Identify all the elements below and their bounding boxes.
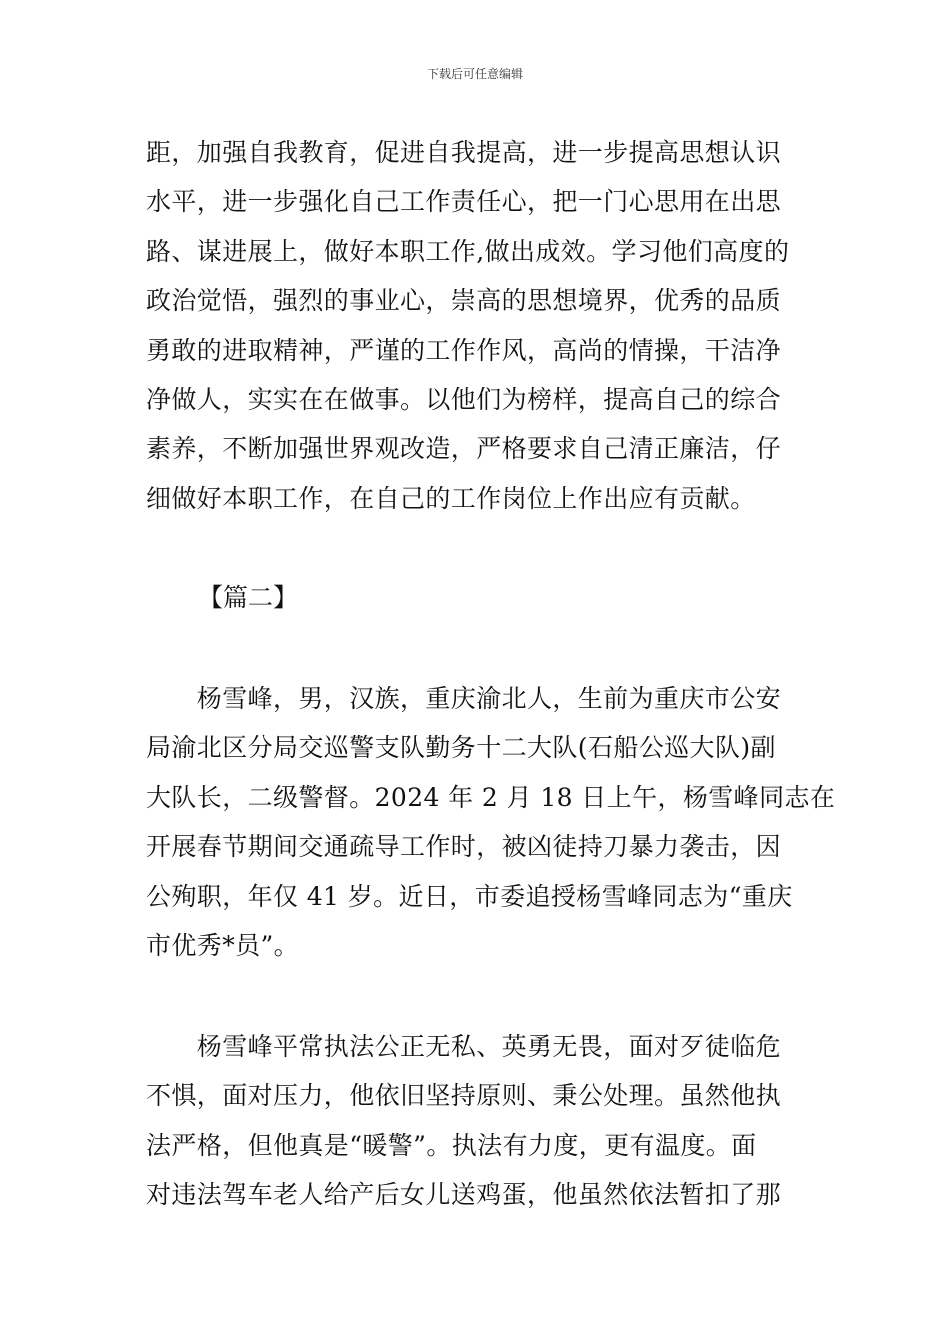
text-line: 细做好本职工作，在自己的工作岗位上作出应有贡献。 [146,483,756,513]
section-heading: 【篇二】 [198,583,299,612]
text-line: 素养，不断加强世界观改造，严格要求自己清正廉洁，仔 [146,434,782,464]
text-line: 杨雪峰平常执法公正无私、英勇无畏，面对歹徒临危 [146,1032,782,1061]
text-line: 局渝北区分局交巡警支队勤务十二大队(石船公巡大队)副 [146,733,776,763]
text-line: 水平，进一步强化自己工作责任心，把一门心思用在出思 [146,187,782,217]
text-line: 不惧，面对压力，他依旧坚持原则、秉公处理。虽然他执 [146,1081,782,1111]
text-line: 开展春节期间交通疏导工作时，被凶徒持刀暴力袭击，因 [146,832,782,862]
text-line: 路、谋进展上，做好本职工作,做出成效。学习他们高度的 [146,236,790,266]
text-line: 市优秀*员”。 [146,930,300,960]
paragraph-biography [146,674,836,970]
page-header-note: 下载后可任意编辑 [426,67,523,81]
paragraph-deeds [146,1022,808,1220]
text-line: 净做人，实实在在做事。以他们为榜样，提高自己的综合 [146,384,782,414]
text-line: 公殉职，年仅 41 岁。近日，市委追授杨雪峰同志为“重庆 [146,881,793,911]
text-line: 对违法驾车老人给产后女儿送鸡蛋，他虽然依法暂扣了那 [146,1180,782,1210]
paragraph-continued [146,128,808,523]
text-line: 距，加强自我教育，促进自我提高，进一步提高思想认识 [146,138,782,167]
text-line: 勇敢的进取精神，严谨的工作作风，高尚的情操，干洁净 [146,335,782,365]
text-line: 杨雪峰，男，汉族，重庆渝北人，生前为重庆市公安 [146,684,782,713]
text-line: 政治觉悟，强烈的事业心，崇高的思想境界，优秀的品质 [146,286,782,316]
text-line: 法严格，但他真是“暖警”。执法有力度，更有温度。面 [146,1130,757,1160]
text-line: 大队长，二级警督。2024 年 2 月 18 日上午，杨雪峰同志在 [146,782,836,812]
